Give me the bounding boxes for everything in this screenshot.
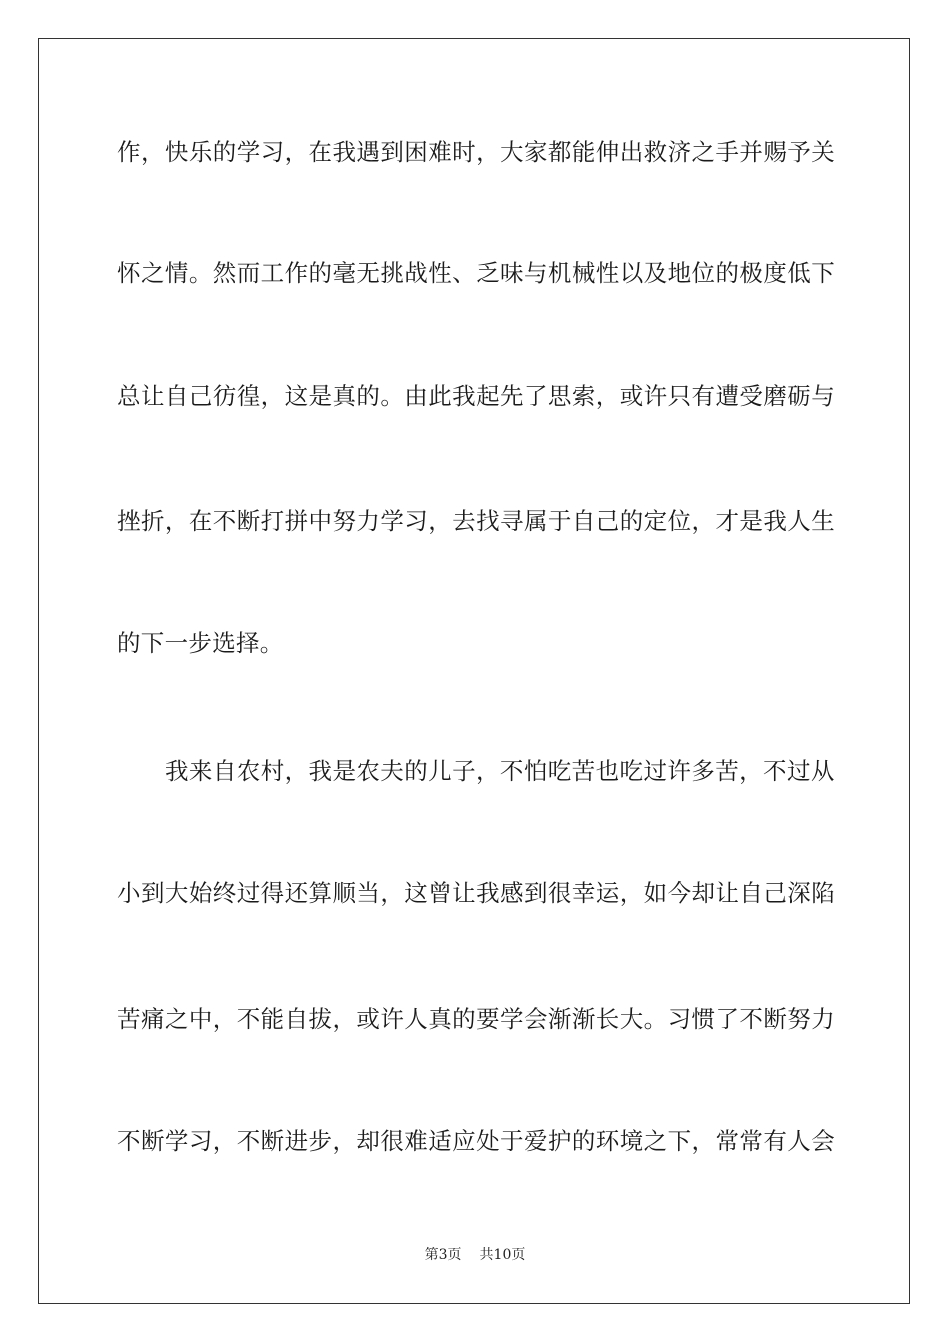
text-line-1: 作 ， 快 乐 的 学 习 ， 在 我 遇 到 困 难 时 ， 大 家 都 能 伸 出 救 济 之 手 并 赐 予 关 <box>117 138 835 166</box>
text-line-6: 我 来 自 农 村 ， 我 是 农 夫 的 儿 子 ， 不 怕 吃 苦 也 吃 过 许 多 苦 ， 不 过 从 <box>165 757 835 785</box>
page-footer <box>0 1245 950 1265</box>
page-frame <box>38 38 910 1304</box>
page-number: 第3页 <box>424 1247 462 1263</box>
text-line-2: 怀 之 情 。 然 而 工 作 的 毫 无 挑 战 性 、 乏 味 与 机 械 性 以 及 地 位 的 极 度 低 下 <box>117 259 835 287</box>
text-line-9: 不 断 学 习 ， 不 断 进 步 ， 却 很 难 适 应 处 于 爱 护 的 环 境 之 下 ， 常 常 有 人 会 <box>117 1127 835 1155</box>
text-line-3: 总 让 自 己 彷 徨 ， 这 是 真 的 。 由 此 我 起 先 了 思 索 ， 或 许 只 有 遭 受 磨 砺 与 <box>117 382 835 410</box>
text-line-8: 苦 痛 之 中 ， 不 能 自 拔 ， 或 许 人 真 的 要 学 会 渐 渐 长 大 。 习 惯 了 不 断 努 力 <box>117 1005 835 1033</box>
text-line-7: 小 到 大 始 终 过 得 还 算 顺 当 ， 这 曾 让 我 感 到 很 幸 运 ， 如 今 却 让 自 己 深 陷 <box>117 879 835 907</box>
text-line-4: 挫 折 ， 在 不 断 打 拼 中 努 力 学 习 ， 去 找 寻 属 于 自 己 的 定 位 ， 才 是 我 人 生 <box>117 507 835 535</box>
text-line-5: 的下一步选择。 <box>117 629 284 657</box>
page-total: 共10页 <box>479 1247 526 1263</box>
